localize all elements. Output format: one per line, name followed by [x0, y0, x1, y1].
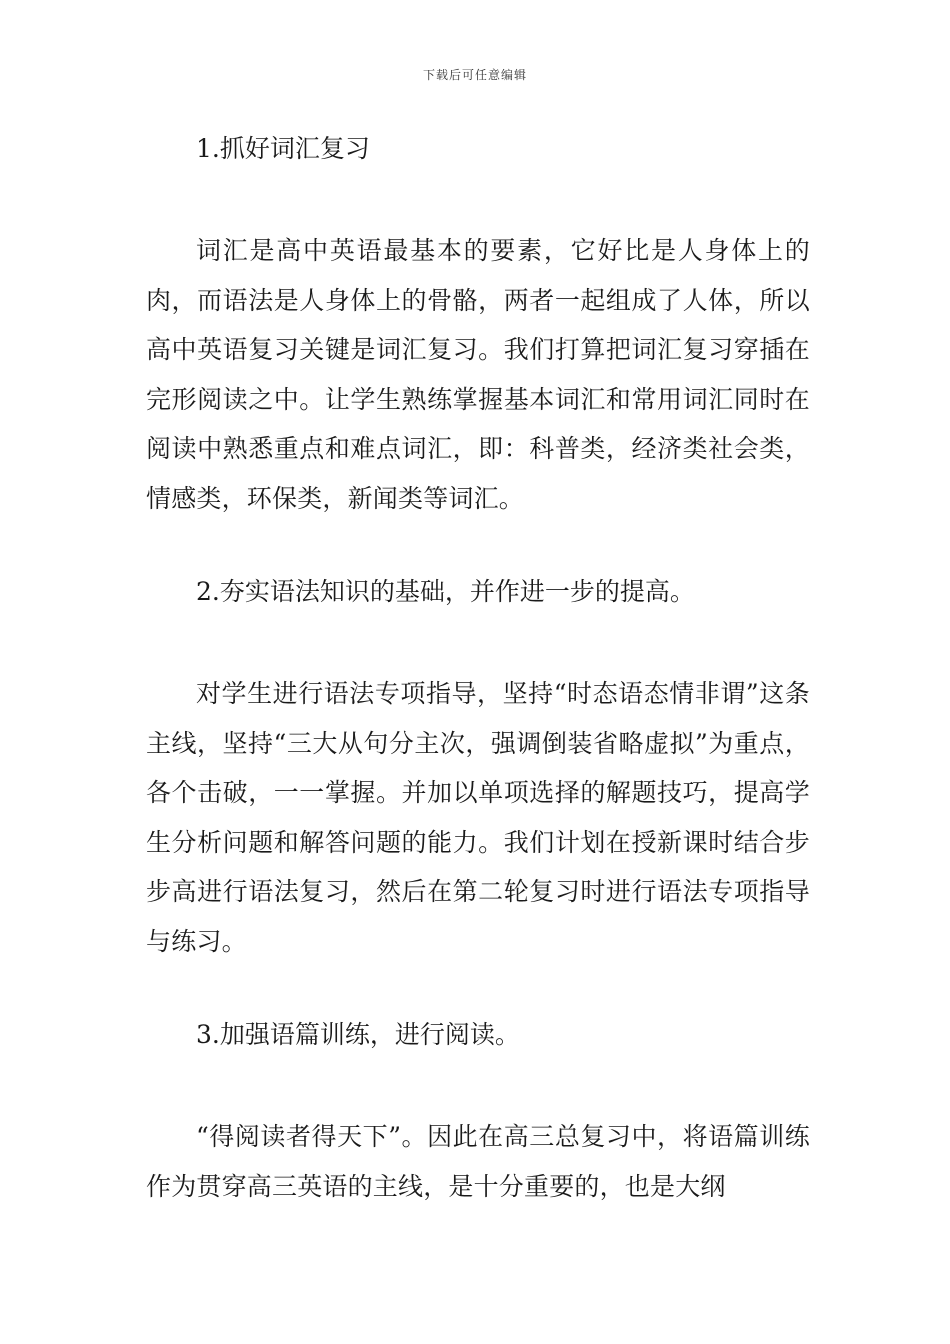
section-heading-1: 1.抓好词汇复习	[196, 134, 370, 163]
section-heading-3: 3.加强语篇训练，进行阅读。	[196, 1020, 520, 1049]
section-paragraph-2: 对学生进行语法专项指导，坚持“时态语态情非谓”这条主线，坚持“三大从句分主次，强调倒装省略虚拟”为重点，各个击破，一一掌握。并加以单项选择的解题技巧，提高学生分析问题和解答问题的能力。我们计划在授新课时结合步步高进行语法复习，然后在第二轮复习时进行语法专项指导与练习。	[146, 679, 810, 956]
section-paragraph-3: “得阅读者得天下”。因此在高三总复习中，将语篇训练作为贯穿高三英语的主线，是十分重要的，也是大纲	[146, 1122, 810, 1201]
section-heading-2: 2.夯实语法知识的基础，并作进一步的提高。	[196, 577, 695, 606]
document-body	[146, 128, 810, 1211]
section-paragraph-1: 词汇是高中英语最基本的要素，它好比是人身体上的肉，而语法是人身体上的骨骼，两者一起组成了人体，所以高中英语复习关键是词汇复习。我们打算把词汇复习穿插在完形阅读之中。让学生熟练掌握基本词汇和常用词汇同时在阅读中熟悉重点和难点词汇，即：科普类，经济类社会类，情感类，环保类，新闻类等词汇。	[146, 236, 810, 513]
header-note: 下载后可任意编辑	[422, 68, 527, 82]
